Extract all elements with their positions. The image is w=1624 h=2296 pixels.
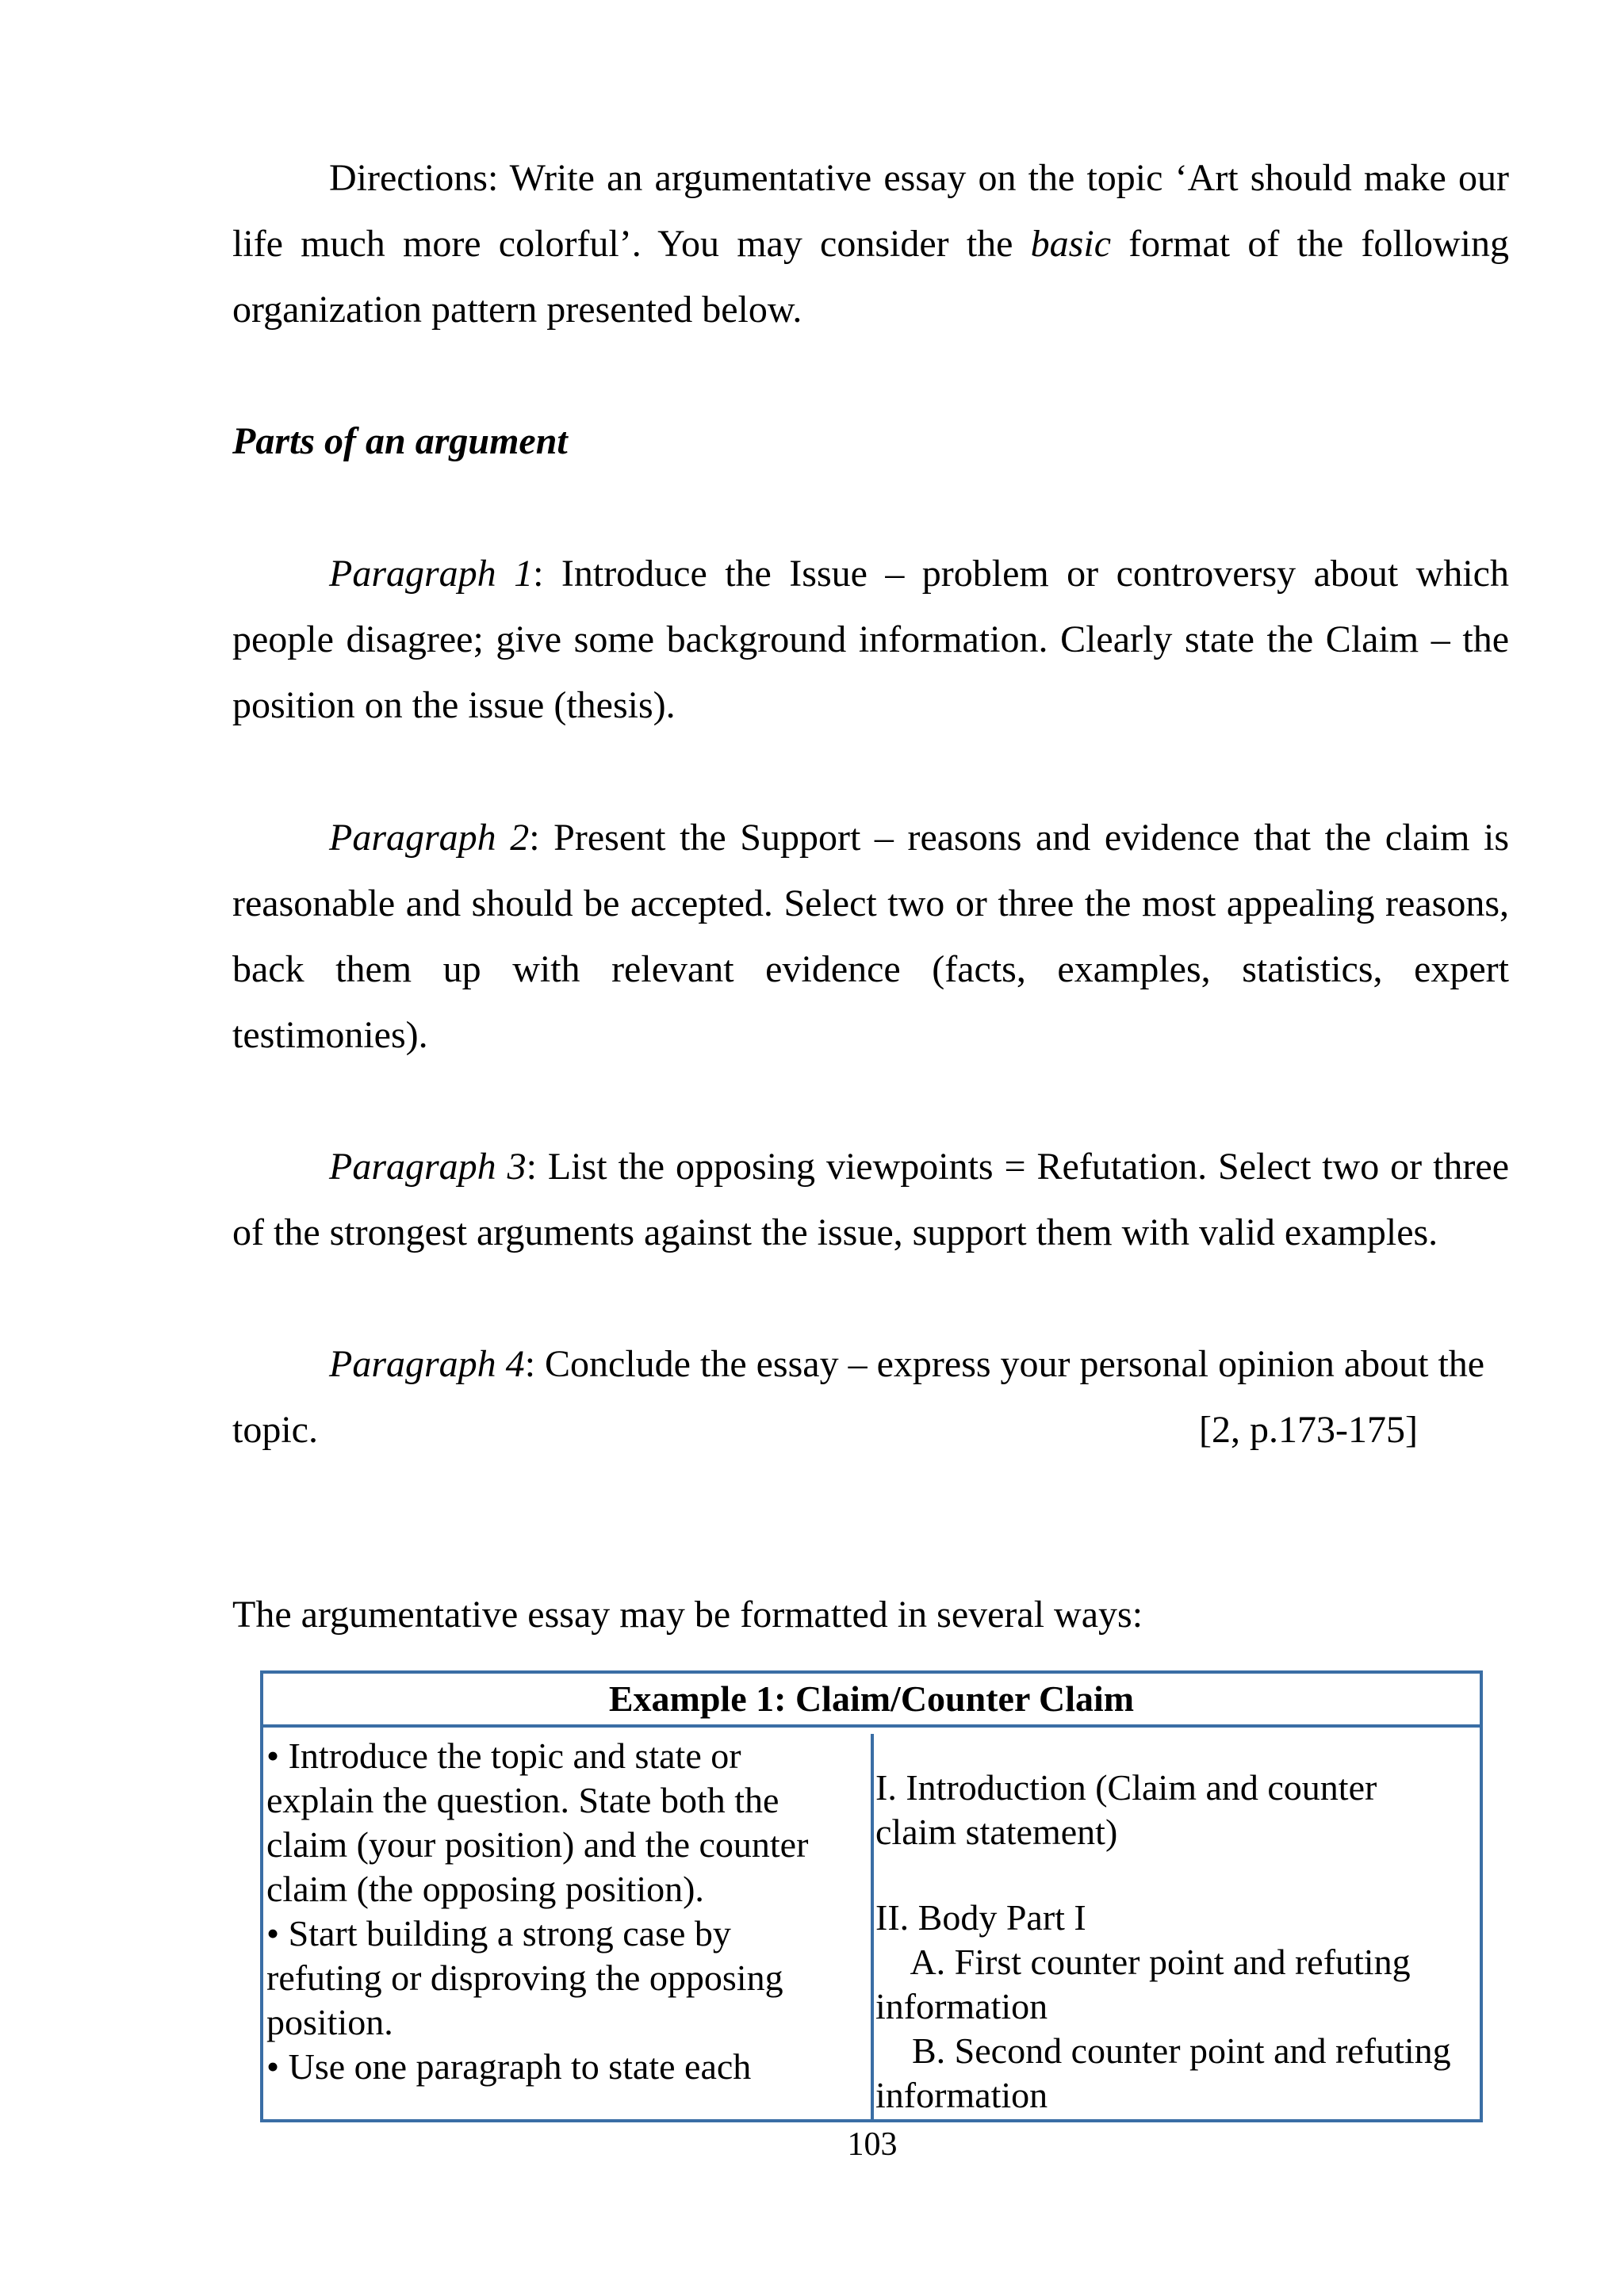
paragraph-2 — [232, 805, 1509, 1068]
right-line: I. Introduction (Claim and counter — [875, 1767, 1377, 1808]
left-line: explain the question. State both the — [266, 1780, 779, 1820]
directions-italic-word: basic — [1030, 223, 1111, 265]
formats-intro: The argumentative essay may be formatted in several ways: — [232, 1594, 1143, 1636]
example-table — [260, 1670, 1483, 2122]
right-line: B. Second counter point and refuting — [875, 2030, 1451, 2071]
directions-prefix: Directions: Write an argumentative essay on the topic ‘Art should make our life much more colorful’. You may consider the — [232, 157, 1509, 265]
paragraph-3 — [232, 1134, 1509, 1265]
paragraph-3-text: : List the opposing viewpoints = Refutation. Select two or three of the strongest arguments against the issue, support them with valid examples. — [232, 1146, 1510, 1253]
paragraph-3-label: Paragraph 3 — [329, 1146, 527, 1188]
left-line: • Introduce the topic and state or — [266, 1735, 741, 1776]
left-line: refuting or disproving the opposing — [266, 1957, 783, 1998]
right-line: information — [875, 2075, 1048, 2115]
paragraph-4-text: : Conclude the essay – express your personal opinion about the topic. — [232, 1343, 1485, 1451]
right-line: II. Body Part I — [875, 1897, 1086, 1938]
left-line: • Use one paragraph to state each — [266, 2046, 752, 2087]
paragraph-4-label: Paragraph 4 — [329, 1343, 525, 1385]
paragraph-2-text: : Present the Support – reasons and evidence that the claim is reasonable and should be accepted. Select two or three the most appealing reasons, back them up with relevant evidence (facts, examples, statistics, expert testimonies). — [232, 817, 1509, 1056]
example-right-column — [871, 1734, 1480, 2121]
example-left-column — [265, 1734, 863, 2121]
right-line: information — [875, 1986, 1048, 2026]
right-line: claim statement) — [875, 1812, 1118, 1852]
left-line: claim (your position) and the counter — [266, 1824, 809, 1865]
paragraph-1-text: : Introduce the Issue – problem or controversy about which people disagree; give some background information. Clearly state the Claim – the position on the issue (thesis). — [232, 553, 1509, 726]
directions-paragraph — [232, 145, 1509, 342]
page-number: 103 — [847, 2126, 898, 2163]
left-line: • Start building a strong case by — [266, 1913, 731, 1954]
right-line: A. First counter point and refuting — [875, 1942, 1411, 1982]
left-line: position. — [266, 2002, 393, 2042]
paragraph-1 — [232, 541, 1509, 738]
left-line: claim (the opposing position). — [266, 1869, 704, 1909]
directions-suffix: format of the following organization pattern presented below. — [232, 223, 1509, 331]
section-heading: Parts of an argument — [232, 420, 568, 462]
example-table-title: Example 1: Claim/Counter Claim — [263, 1674, 1480, 1728]
paragraph-2-label: Paragraph 2 — [329, 817, 530, 859]
paragraph-1-label: Paragraph 1 — [329, 553, 534, 595]
citation-reference: [2, p.173-175] — [1199, 1409, 1418, 1451]
